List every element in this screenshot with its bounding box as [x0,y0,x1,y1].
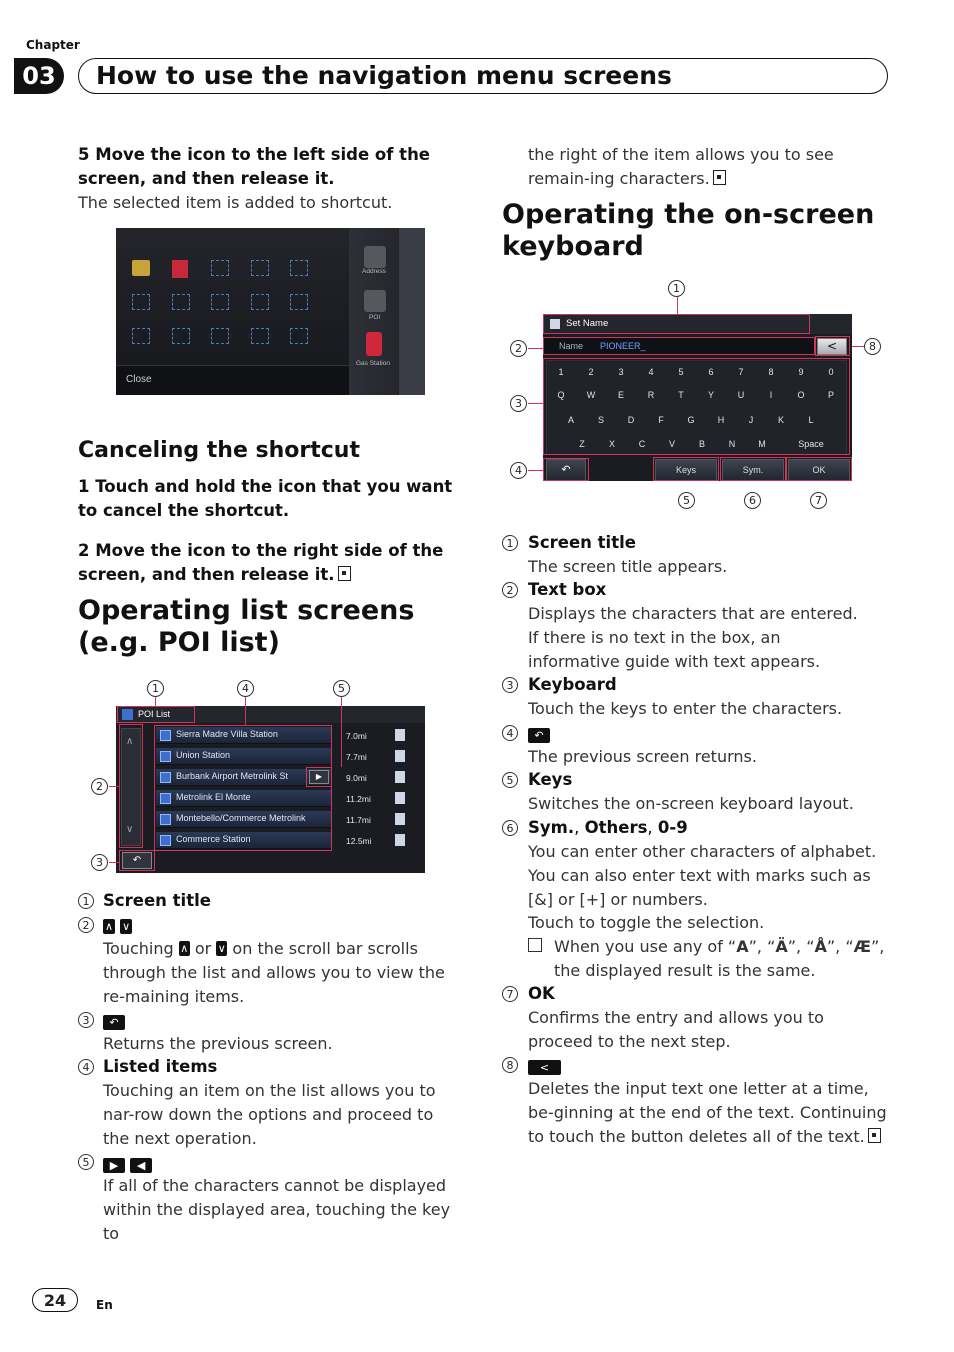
list-item[interactable]: Commerce Station [156,832,331,849]
distance-value: 7.0mi [346,731,367,741]
keyboard-key[interactable]: L [808,414,814,425]
keyboard-key[interactable]: B [698,438,705,449]
callout-5: 5 [333,680,350,697]
legend-keyboard-body: Touch the keys to enter the characters. [528,699,843,718]
legend-screen-title-body: The screen title appears. [528,557,728,576]
keyboard-key[interactable]: M [758,438,766,449]
back-icon[interactable]: ↶ [122,852,152,869]
legend-keyboard: Keyboard [528,675,617,694]
legend-back-body: Returns the previous screen. [103,1034,333,1053]
keyboard-key[interactable]: P [827,389,834,400]
keyboard-key[interactable]: 8 [768,366,774,377]
callout-8: 8 [864,338,881,355]
keyboard-key[interactable]: F [658,414,664,425]
legend-sym-body: You can enter other characters of alphabet. You can also enter text with marks such as [&] or [+] or numbers. [528,842,877,909]
list-screens-heading: Operating list screens (e.g. POI list) [78,595,415,658]
page-number: 24 [32,1288,78,1312]
list-item[interactable]: Metrolink El Monte [156,790,331,807]
keyboard-key[interactable]: V [668,438,675,449]
scroll-up-icon: ∧ [180,942,189,955]
legend-num-6: 6 [502,820,518,836]
legend-sym-note: When you use any of “A”, “Ä”, “Å”, “Æ”, the displayed result is the same. [554,937,885,980]
side-label-gas-station: Gas Station [356,360,390,367]
poi-list-title: POI List [138,709,171,719]
keyboard-key[interactable]: U [737,389,745,400]
callout-5: 5 [678,492,695,509]
end-mark-icon [868,1128,881,1143]
keyboard-key[interactable]: 1 [558,366,564,377]
name-value: PIONEER_ [600,341,646,351]
scroll-right-icon[interactable]: ▶ [309,770,329,784]
backspace-button[interactable]: < [817,338,847,355]
legend-scroll-body: Touching ∧ or ∨ on the scroll bar scrolls through the list and allows you to view the re-maining items. [103,939,445,1006]
callout-2: 2 [91,778,108,795]
legend-screen-title: Screen title [528,533,636,552]
backspace-icon: < [528,1060,561,1075]
legend-keys-body: Switches the on-screen keyboard layout. [528,794,854,813]
back-icon: ↶ [103,1015,125,1030]
keyboard-key[interactable]: T [678,389,684,400]
poi-list-screenshot [116,706,425,873]
cancel-step-1: 1 Touch and hold the icon that you want to cancel the shortcut. [78,477,453,520]
callout-7: 7 [810,492,827,509]
scroll-left-icon: ◀ [130,1158,152,1173]
callout-4: 4 [237,680,254,697]
name-label: Name [559,341,584,351]
note-checkbox-icon [528,938,542,952]
end-mark-icon [713,170,726,185]
legend-num-4: 4 [78,1059,94,1075]
legend-num-2: 2 [78,917,94,933]
close-button[interactable]: Close [126,374,152,385]
callout-4: 4 [510,462,527,479]
list-item[interactable]: Sierra Madre Villa Station [156,727,331,744]
keyboard-key[interactable]: 7 [738,366,744,377]
shortcut-sidebar [349,228,425,395]
side-label-poi: POI [369,314,381,321]
continued-text: the right of the item allows you to see remain-ing characters. [528,145,834,188]
distance-value: 12.5mi [346,836,372,846]
chapter-title: How to use the navigation menu screens [96,61,672,90]
legend-num-8: 8 [502,1057,518,1073]
keyboard-key[interactable]: O [797,389,805,400]
info-icon[interactable] [395,792,405,804]
keyboard-key[interactable]: 0 [828,366,834,377]
list-item[interactable]: Montebello/Commerce Metrolink [156,811,331,828]
keyboard-key[interactable]: 3 [618,366,624,377]
keys-button[interactable]: Keys [655,459,717,481]
keyboard-key[interactable]: W [586,389,596,400]
keyboard-key[interactable]: H [717,414,725,425]
list-item[interactable]: Burbank Airport Metrolink St [156,769,331,786]
legend-num-3: 3 [502,677,518,693]
legend-num-3: 3 [78,1012,94,1028]
keyboard-screenshot [543,314,852,481]
end-mark-icon [338,566,351,581]
keyboard-key[interactable]: Space [798,438,824,449]
step-5: 5 Move the icon to the left side of the screen, and then release it. [78,145,431,188]
distance-value: 9.0mi [346,773,367,783]
back-icon: ↶ [528,728,550,743]
back-icon[interactable]: ↶ [546,459,586,481]
keyboard-key[interactable]: E [617,389,624,400]
keyboard-key[interactable]: Y [707,389,714,400]
callout-2: 2 [510,340,527,357]
callout-1: 1 [147,680,164,697]
info-icon[interactable] [395,771,405,783]
keyboard-key[interactable]: A [567,414,574,425]
keyboard-key[interactable]: I [769,389,773,400]
side-label-address: Address [362,268,386,275]
chapter-label: Chapter [26,38,80,52]
step-5-body: The selected item is added to shortcut. [78,193,393,212]
legend-text-box: Text box [528,580,607,599]
legend-sym-body-2: Touch to toggle the selection. [528,913,765,932]
legend-num-4: 4 [502,725,518,741]
keyboard-key[interactable]: R [647,389,655,400]
keyboard-key[interactable]: X [608,438,615,449]
keyboard-key[interactable]: 5 [678,366,684,377]
legend-listed-items: Listed items [103,1057,218,1076]
legend-ok: OK [528,984,555,1003]
legend-num-5: 5 [78,1154,94,1170]
callout-1: 1 [668,280,685,297]
scroll-down-icon[interactable]: ∨ [126,824,134,835]
callout-6: 6 [744,492,761,509]
keyboard-key[interactable]: K [777,414,784,425]
chapter-number: 03 [14,58,64,94]
legend-keys: Keys [528,770,573,789]
keyboard-heading: Operating the on-screen keyboard [502,199,875,262]
legend-scroll-key-body: If all of the characters cannot be displayed within the displayed area, touching the key to [103,1176,451,1243]
keyboard-key[interactable]: C [638,438,646,449]
legend-listed-items-body: Touching an item on the list allows you to nar-row down the options and proceed to the next operation. [103,1081,436,1148]
legend-text-box-body: Displays the characters that are entered. If there is no text in the box, an informative guide with text appears. [528,604,858,671]
legend-back-body: The previous screen returns. [528,747,757,766]
callout-3: 3 [91,854,108,871]
distance-value: 7.7mi [346,752,367,762]
legend-num-1: 1 [78,893,94,909]
legend-sym-others: Sym., Others, 0-9 [528,818,688,837]
canceling-heading: Canceling the shortcut [78,438,360,463]
callout-3: 3 [510,395,527,412]
keyboard-key[interactable]: J [748,414,754,425]
distance-value: 11.2mi [346,794,371,804]
legend-num-7: 7 [502,986,518,1002]
keyboard-key[interactable]: Q [557,389,565,400]
info-icon[interactable] [395,750,405,762]
cancel-step-2: 2 Move the icon to the right side of the screen, and then release it. [78,541,444,584]
ok-button[interactable]: OK [788,459,850,481]
scroll-up-icon[interactable]: ∧ [126,736,134,747]
keyboard-key[interactable]: 9 [798,366,804,377]
keyboard-key[interactable]: G [687,414,695,425]
legend-backspace-body: Deletes the input text one letter at a time, be-ginning at the end of the text. Continuing to touch the button deletes all of the text. [528,1079,887,1146]
keyboard-key[interactable]: N [728,438,736,449]
scroll-down-icon: ∨ [122,920,131,933]
legend-screen-title: Screen title [103,891,211,910]
keyboard-key[interactable]: 4 [648,366,654,377]
language-label: En [96,1298,113,1312]
set-name-title: Set Name [566,318,609,329]
list-item[interactable]: Union Station [156,748,331,765]
sym-button[interactable]: Sym. [722,459,784,481]
keyboard-key[interactable]: S [597,414,604,425]
keyboard-key[interactable]: Z [579,438,585,449]
info-icon[interactable] [395,813,405,825]
keyboard-key[interactable]: 2 [588,366,594,377]
info-icon[interactable] [395,729,405,741]
distance-value: 11.7mi [346,815,371,825]
poi-icon [172,260,188,278]
map-icon [132,260,150,276]
legend-num-2: 2 [502,582,518,598]
legend-ok-body: Confirms the entry and allows you to proceed to the next step. [528,1008,824,1051]
info-icon[interactable] [395,834,405,846]
keyboard-key[interactable]: 6 [708,366,714,377]
keyboard-key[interactable]: D [627,414,635,425]
legend-num-1: 1 [502,535,518,551]
shortcut-screenshot [116,228,425,395]
scroll-right-icon: ▶ [103,1158,125,1173]
legend-num-5: 5 [502,772,518,788]
scroll-up-icon: ∧ [104,920,114,933]
scroll-down-icon: ∨ [217,942,226,955]
